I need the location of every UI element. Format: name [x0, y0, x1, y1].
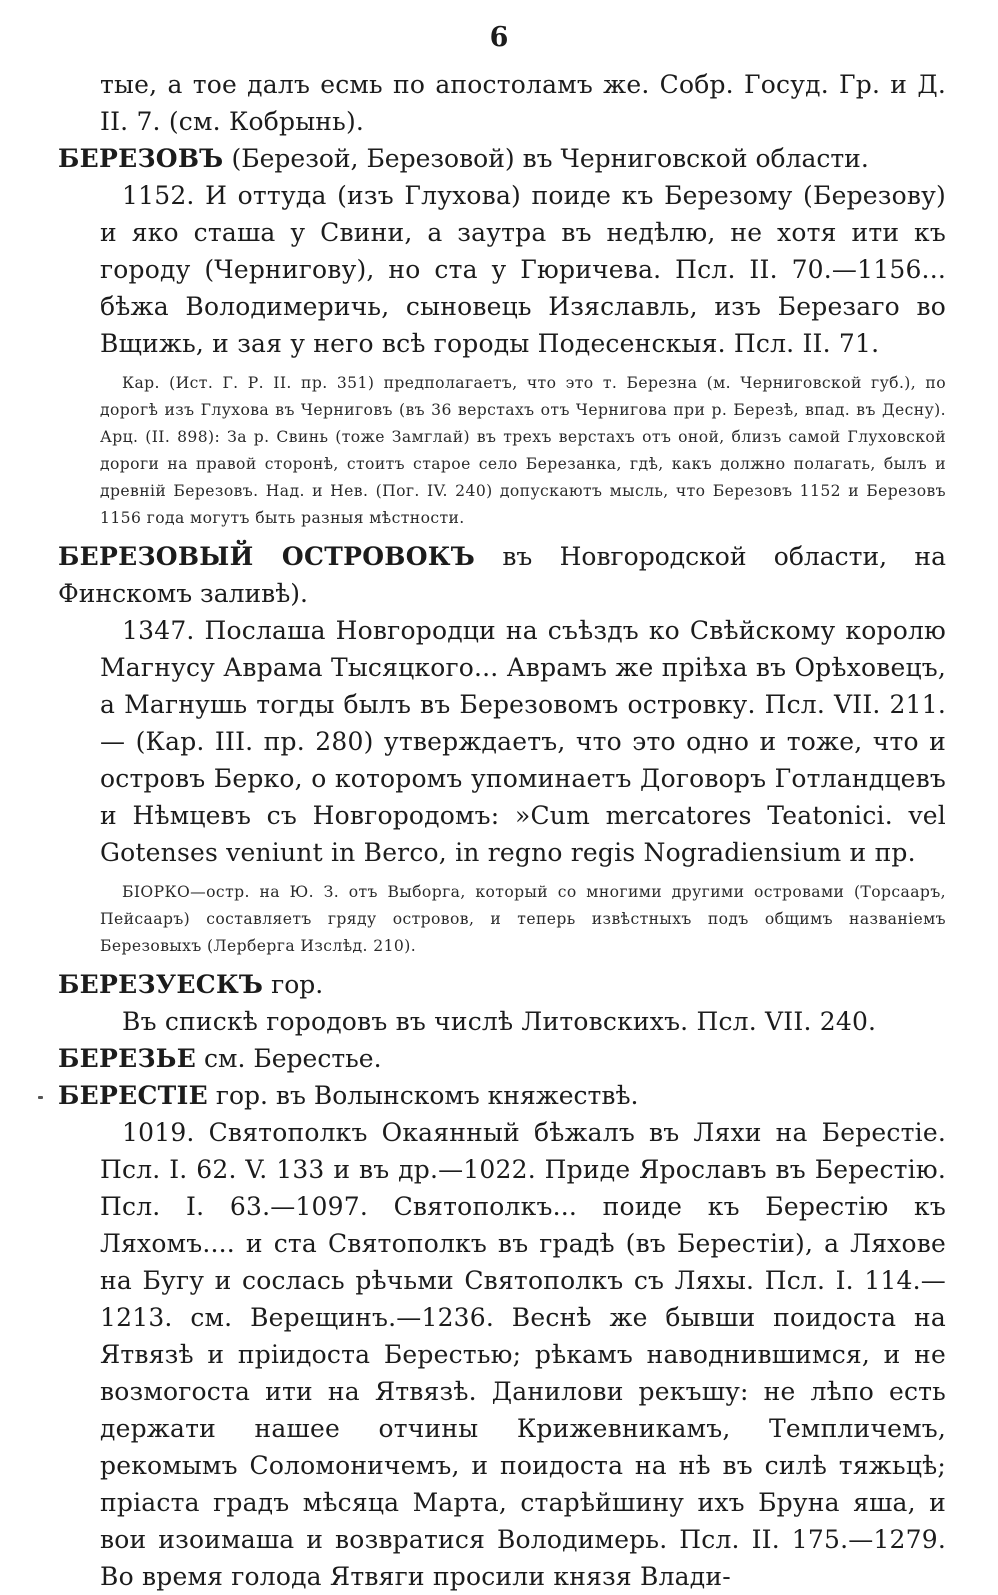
entry-heading-berestie [58, 1077, 946, 1114]
entry-body: 1019. Святополкъ Окаянный бѣжалъ въ Ляхи на Берестіе. Псл. I. 62. V. 133 и въ др.—1022. Приде Ярославъ въ Берестію. Псл. I. 63.—1097. Святополкъ... поиде къ Берестію къ Ляхомъ.... и ста Святополкъ въ градѣ (въ Берестіи), а Ляхове на Бугу и сослась рѣчьми Святополкъ съ Ляхы. Псл. I. 114.—1213. см. Верещинъ.—1236. Веснѣ же бывши поидоста на Ятвязѣ и прiидоста Берестью; рѣкамъ наводнившимся, и не возмогоста ити на Ятвязѣ. Данилови рекъшу: не лѣпо есть держати нашее отчины Крижевникамъ, Темпличемъ, рекомымъ Соломоничемъ, и поидоста на нѣ въ силѣ тяжьцѣ; прiаста градъ мѣсяца Марта, старѣйшину ихъ Бруна яша, и вои изоимаша и возвратися Володимерь. Псл. II. 175.—1279. Во время голода Ятвяги просили князя Влади- [100, 1118, 946, 1591]
headword: БЕРЕЗЬЕ [58, 1044, 197, 1073]
entry-heading-berezuesk [58, 966, 946, 1003]
entry-heading-berezov [58, 140, 946, 177]
headword: БЕРЕЗОВЫЙ ОСТРОВОКЪ [58, 542, 476, 571]
entry-heading-berezovyi-ostrovok [58, 538, 946, 612]
entry-heading-berezie [58, 1040, 946, 1077]
continuation-paragraph: тые, а тое далъ есмь по апостоламъ же. Собр. Госуд. Гр. и Д. II. 7. (см. Кобрынь). [100, 70, 946, 136]
headword: БЕРЕСТІЕ [58, 1081, 208, 1110]
headword: БЕРЕЗОВЪ [58, 144, 224, 173]
entry-body: 1152. И оттуда (изъ Глухова) поиде къ Березому (Березову) и яко сташа у Свини, а заутра въ недѣлю, не хотя ити къ городу (Чернигову), но ста у Гюричева. Псл. II. 70.—1156... бѣжа Володимеричь, сыновець Изяславль, изъ Березаго во Вщижь, и зая у него всѣ городы Подесенскыя. Псл. II. 71. [100, 181, 946, 358]
headword: БЕРЕЗУЕСКЪ [58, 970, 264, 999]
heading-rest: см. Берестье. [196, 1044, 382, 1073]
heading-rest: гор. [263, 970, 324, 999]
commentary-note: Кар. (Ист. Г. Р. II. пр. 351) предполагаетъ, что это т. Березна (м. Черниговской губ.), по дорогѣ изъ Глухова въ Черниговъ (въ 36 верстахъ отъ Чернигова при р. Березѣ, впад. въ Десну). Арц. (II. 898): За р. Свинь (тоже Замглай) въ трехъ верстахъ отъ оной, близъ самой Глуховской дороги на правой сторонѣ, стоитъ старое село Березанка, гдѣ, какъ должно полагать, былъ и древній Березовъ. Над. и Нев. (Пог. IV. 240) допускаютъ мысль, что Березовъ 1152 и Березовъ 1156 года могутъ быть разныя мѣстности. [100, 374, 946, 527]
scan-speck [38, 1096, 43, 1099]
entry-body: 1347. Послаша Новгородци на съѣздъ ко Свѣйскому королю Магнусу Аврама Тысяцкого... Аврамъ же прiѣха въ Орѣховецъ, а Магнушь тогды былъ въ Березовомъ островку. Псл. VII. 211.— (Кар. III. пр. 280) утверждаетъ, что это одно и тоже, что и островъ Берко, о которомъ упоминаетъ Договоръ Готландцевъ и Нѣмцевъ съ Новгородомъ: »Cum mercatores Teatonici. vel Gotenses veniunt in Berco, in regno regis Nogradiensium и пр. [100, 616, 946, 867]
page-number: 6 [489, 22, 509, 53]
heading-rest: (Березой, Березовой) въ Черниговской области. [223, 144, 869, 173]
commentary-note: БІОРКО—остр. на Ю. З. отъ Выборга, который со многими другими островами (Торсааръ, Пейсааръ) составляетъ гряду островов, и теперь извѣстныхъ подъ общимъ названіемъ Березовыхъ (Лерберга Изслѣд. 210). [100, 883, 946, 955]
heading-rest: въ Новгородской области, на Финскомъ заливѣ). [58, 542, 946, 608]
entry-body: Въ спискѣ городовъ въ числѣ Литовскихъ. Псл. VII. 240. [122, 1007, 877, 1036]
dictionary-text [58, 66, 946, 1595]
heading-rest: гор. въ Волынскомъ княжествѣ. [207, 1081, 639, 1110]
